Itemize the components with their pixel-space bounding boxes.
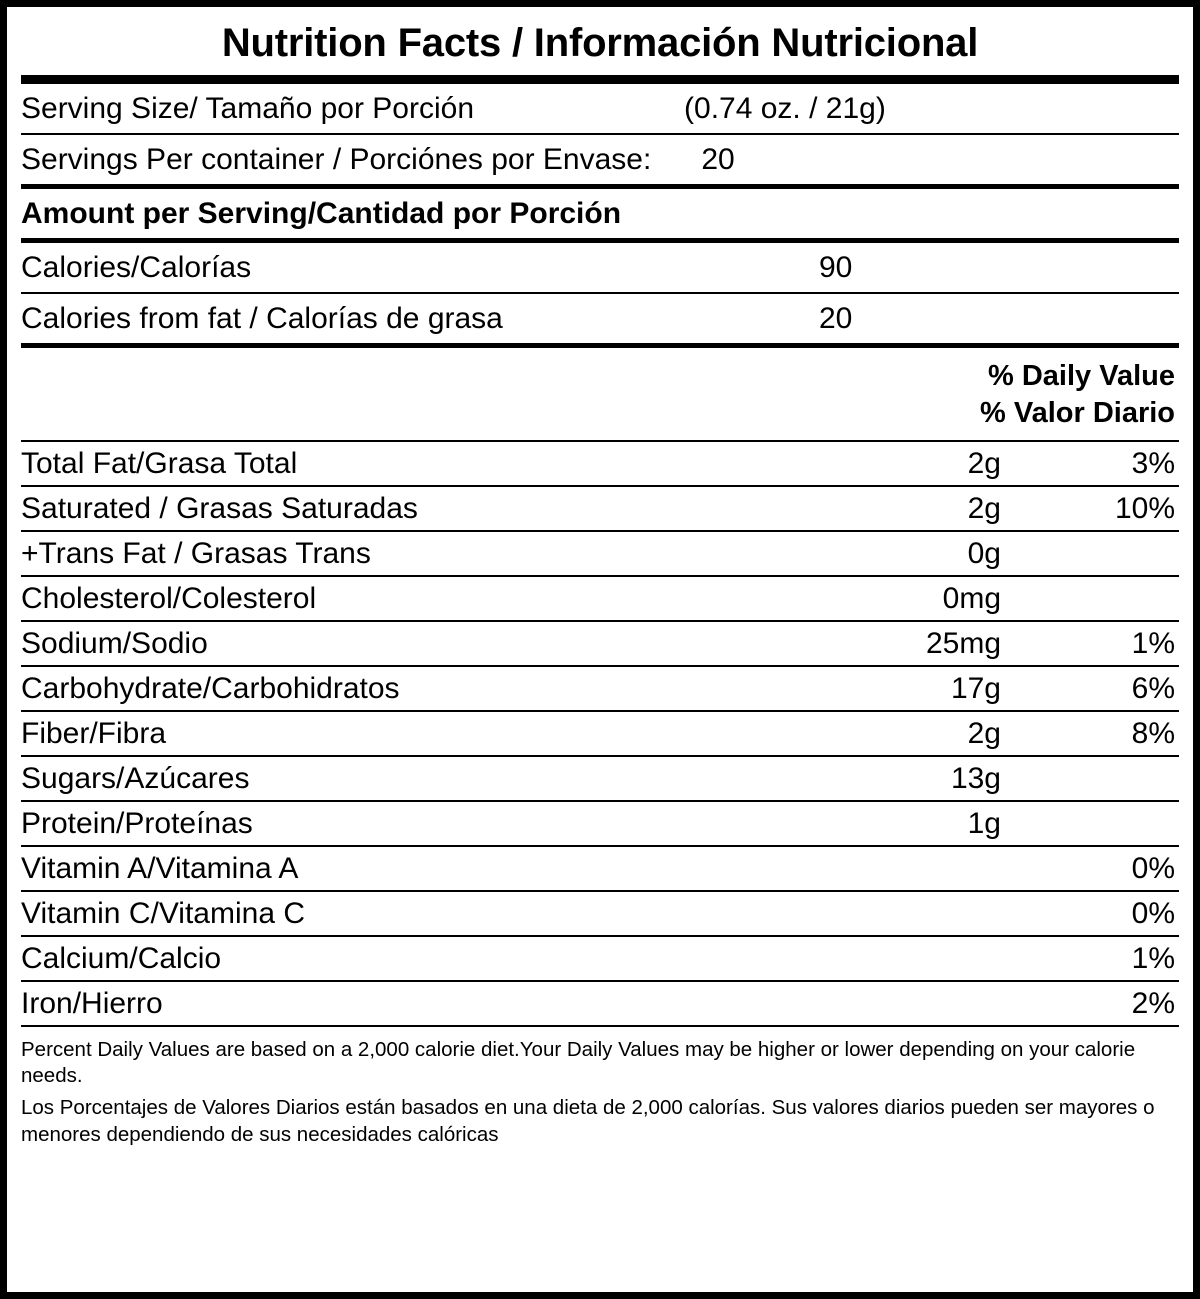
- nutrient-amount: 2g: [967, 492, 1001, 525]
- calories-from-fat-label: Calories from fat / Calorías de grasa: [21, 302, 503, 335]
- nutrient-daily-value: 1%: [1131, 627, 1175, 660]
- nutrient-daily-value: 3%: [1131, 447, 1175, 480]
- footnote-es: Los Porcentajes de Valores Diarios están basados en una dieta de 2,000 calorías. Sus valores diarios pueden ser mayores o menores dependiendo de sus necesidades calóricas: [21, 1096, 1155, 1146]
- nutrient-name: Saturated / Grasas Saturadas: [21, 492, 418, 525]
- calories-value: 90: [819, 251, 853, 284]
- calories-from-fat-value: 20: [819, 302, 853, 335]
- nutrient-amount: 1g: [967, 807, 1001, 840]
- nutrient-daily-value: 10%: [1114, 492, 1175, 525]
- nutrient-daily-value: 2%: [1131, 987, 1175, 1020]
- nutrient-daily-value: 6%: [1131, 672, 1175, 705]
- footnote-block: [21, 1027, 1179, 1148]
- table-row: [21, 577, 1179, 620]
- calories-label: Calories/Calorías: [21, 251, 252, 284]
- nutrient-name: Calcium/Calcio: [21, 942, 222, 975]
- page-title: Nutrition Facts / Información Nutricional: [221, 21, 979, 65]
- nutrient-name: Carbohydrate/Carbohidratos: [21, 672, 400, 705]
- nutrient-amount: 2g: [967, 447, 1001, 480]
- nutrient-name: Sodium/Sodio: [21, 627, 208, 660]
- serving-size-value: (0.74 oz. / 21g): [684, 92, 886, 125]
- nutrient-daily-value: 0%: [1131, 897, 1175, 930]
- nutrient-amount: 17g: [950, 672, 1001, 705]
- nutrient-daily-value: 1%: [1131, 942, 1175, 975]
- nutrient-name: Vitamin C/Vitamina C: [21, 897, 306, 930]
- nutrient-name: Cholesterol/Colesterol: [21, 582, 317, 615]
- servings-per-container-row: [21, 135, 1179, 184]
- table-row: [21, 892, 1179, 935]
- table-row: [21, 487, 1179, 530]
- servings-per-container-label: Servings Per container / Porciónes por Envase:: [21, 143, 652, 176]
- nutrient-name: Vitamin A/Vitamina A: [21, 852, 299, 885]
- nutrient-daily-value: 0%: [1131, 852, 1175, 885]
- table-row: [21, 532, 1179, 575]
- nutrient-name: Fiber/Fibra: [21, 717, 167, 750]
- nutrient-name: Sugars/Azúcares: [21, 762, 250, 795]
- calories-row: [21, 243, 1179, 292]
- nutrient-amount: 2g: [967, 717, 1001, 750]
- nutrient-name: Protein/Proteínas: [21, 807, 253, 840]
- servings-per-container-value: 20: [701, 143, 735, 176]
- amount-per-serving-heading: Amount per Serving/Cantidad por Porción: [21, 197, 622, 230]
- table-row: [21, 442, 1179, 485]
- serving-size-row: [21, 84, 1179, 133]
- nutrient-table: [21, 442, 1179, 1027]
- table-row: [21, 622, 1179, 665]
- nutrient-amount: 13g: [950, 762, 1001, 795]
- nutrient-amount: 25mg: [925, 627, 1001, 660]
- table-row: [21, 667, 1179, 710]
- table-row: [21, 802, 1179, 845]
- nutrient-daily-value: 8%: [1131, 717, 1175, 750]
- table-row: [21, 712, 1179, 755]
- nutrient-name: Iron/Hierro: [21, 987, 163, 1020]
- nutrient-amount: 0mg: [942, 582, 1001, 615]
- nutrient-name: +Trans Fat / Grasas Trans: [21, 537, 371, 570]
- nutrient-name: Total Fat/Grasa Total: [21, 447, 298, 480]
- nutrient-amount: 0g: [967, 537, 1001, 570]
- table-row: [21, 982, 1179, 1025]
- daily-value-heading-en: % Daily Value: [988, 360, 1175, 392]
- daily-value-heading-es: % Valor Diario: [979, 397, 1175, 429]
- footnote-en: Percent Daily Values are based on a 2,000 calorie diet.Your Daily Values may be higher or lower depending on your calorie needs.: [21, 1038, 1136, 1088]
- divider-thick: [21, 75, 1179, 84]
- serving-size-label: Serving Size/ Tamaño por Porción: [21, 92, 475, 125]
- table-row: [21, 847, 1179, 890]
- calories-from-fat-row: [21, 294, 1179, 343]
- table-row: [21, 757, 1179, 800]
- table-row: [21, 937, 1179, 980]
